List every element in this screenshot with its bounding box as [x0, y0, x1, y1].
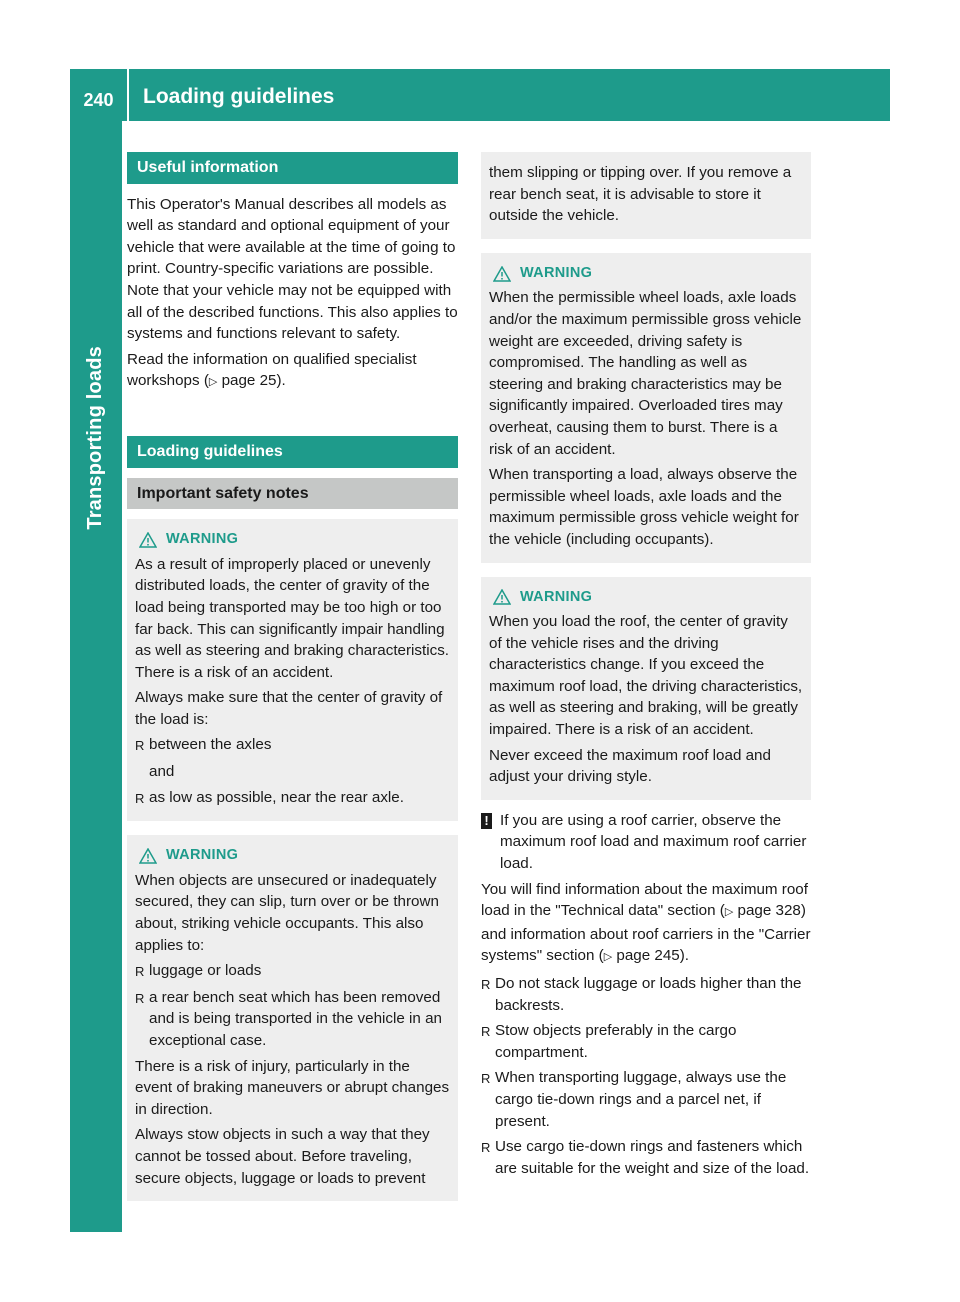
bullet-icon: R	[135, 738, 145, 754]
page-ref-arrow-icon: ▷	[208, 376, 218, 389]
warning-box-load-placement	[127, 519, 458, 821]
warning-text: When objects are unsecured or inadequately secured, they can slip, turn over or be thrown about, striking vehicle occupants. This also applies to:	[135, 871, 439, 954]
bullet-icon: R	[481, 1140, 491, 1156]
bullet-icon: R	[481, 1024, 491, 1040]
useful-info-text: This Operator's Manual describes all models as well as standard and optional equipment of your vehicle that were available at the time of going to print. Country-specific variations are possible. Note that your vehicle may not be equipped with all of the described functions. This also applies to systems and functions relevant to safety.	[127, 195, 458, 343]
loading-guidelines-header: Loading guidelines	[127, 436, 458, 468]
warning-title: WARNING	[166, 847, 239, 864]
note-text: If you are using a roof carrier, observe the maximum roof load and maximum roof carrier load.	[500, 811, 807, 873]
warning-heading	[489, 263, 803, 285]
bullet-icon: R	[481, 1071, 491, 1087]
warning-title: WARNING	[520, 264, 593, 281]
safety-notes-header: Important safety notes	[127, 478, 458, 510]
warning-text: There is a risk of injury, particularly in the event of braking maneuvers or abrupt changes in direction.	[135, 1057, 450, 1118]
page-ref-arrow-icon: ▷	[603, 951, 613, 964]
page-title: Loading guidelines	[143, 85, 335, 108]
list-connector: and	[149, 763, 175, 781]
warning-text: When you load the roof, the center of gravity of the vehicle rises and the driving characteristics change. If you exceed the maximum roof load, the driving characteristics, as well as steering and braking, will be greatly impaired. There is a risk of an accident.	[489, 613, 803, 739]
bullet-icon: R	[135, 990, 145, 1006]
list-item: R Use cargo tie-down rings and fasteners which are suitable for the weight and size of the load.	[481, 1136, 811, 1179]
chapter-strip	[70, 121, 122, 1232]
warning-heading	[135, 845, 450, 867]
list-item: R as low as possible, near the rear axle.	[135, 787, 450, 810]
list-item: R a rear bench seat which has been removed and is being transported in the vehicle in an exceptional case.	[135, 987, 450, 1052]
page-number: 240	[83, 89, 114, 110]
list-item: R When transporting luggage, always use the cargo tie-down rings and a parcel net, if present.	[481, 1067, 811, 1132]
warning-title: WARNING	[166, 531, 239, 548]
technical-data-info: You will find information about the maximum roof load in the "Technical data" section (▷ page 328) and information about roof carriers in the "Carrier systems" section (▷ page 245).	[481, 880, 811, 965]
warning-text: When the permissible wheel loads, axle loads and/or the maximum permissible gross vehicle weight are exceeded, driving safety is compromised. The handling as well as steering and braking characteristics may be significantly impaired. Overloaded tires may overheat, causing them to burst. There is a risk of an accident.	[489, 289, 802, 458]
warning-title: WARNING	[520, 588, 593, 605]
warning-text: Always make sure that the center of gravity of the load is:	[135, 689, 443, 728]
warning-triangle-icon	[139, 848, 157, 864]
workshops-text	[127, 349, 458, 394]
bullet-icon: R	[481, 977, 491, 992]
list-item: R Stow objects preferably in the cargo compartment.	[481, 1020, 811, 1063]
warning-box-roof-load	[481, 577, 811, 800]
useful-info-header: Useful information	[127, 152, 458, 184]
chapter-label: Transporting loads	[84, 346, 106, 530]
warning-box-unsecured-objects	[127, 835, 458, 1201]
warning-heading	[135, 529, 450, 551]
warning-text: When transporting a load, always observe the permissible wheel loads, axle loads and the maximum permissible gross vehicle weight for the vehicle (including occupants).	[489, 466, 799, 548]
list-item: R luggage or loads	[135, 960, 450, 983]
page-ref-link[interactable]: page 328) and information about roof carriers in the "Carrier systems" section (	[481, 902, 811, 965]
right-column	[481, 152, 811, 1183]
list-item: R between the axles	[135, 734, 450, 757]
bullet-icon: R	[135, 790, 145, 806]
page-ref-link[interactable]: page 245).	[616, 947, 690, 965]
page-ref-link[interactable]: page 25).	[221, 372, 286, 390]
warning-text: Never exceed the maximum roof load and adjust your driving style.	[489, 746, 771, 786]
warning-triangle-icon	[493, 589, 511, 605]
warning-heading	[489, 587, 803, 609]
warning-triangle-icon	[493, 266, 511, 282]
exclamation-icon: !	[481, 813, 492, 829]
warning-triangle-icon	[139, 532, 157, 548]
roof-carrier-note	[481, 810, 811, 875]
left-column	[127, 152, 458, 1201]
list-item: R Do not stack luggage or loads higher than the backrests.	[481, 973, 811, 1016]
page-header	[70, 69, 890, 121]
bullet-icon: R	[135, 964, 145, 980]
warning-text: As a result of improperly placed or unevenly distributed loads, the center of gravity of the load being transported may be too high or too far back. This can significantly impair handling as well as steering and braking characteristics. There is a risk of an accident.	[135, 555, 450, 681]
warning-continuation-box	[481, 152, 811, 239]
warning-text: Always stow objects in such a way that they cannot be tossed about. Before traveling, secure objects, luggage or loads to prevent	[135, 1126, 430, 1187]
page-ref-arrow-icon: ▷	[724, 906, 734, 919]
warning-box-permissible-loads	[481, 253, 811, 563]
workshops-text-pre: Read the information on qualified specialist workshops (	[127, 350, 417, 390]
warning-text: them slipping or tipping over. If you remove a rear bench seat, it is advisable to store it outside the vehicle.	[489, 164, 792, 225]
